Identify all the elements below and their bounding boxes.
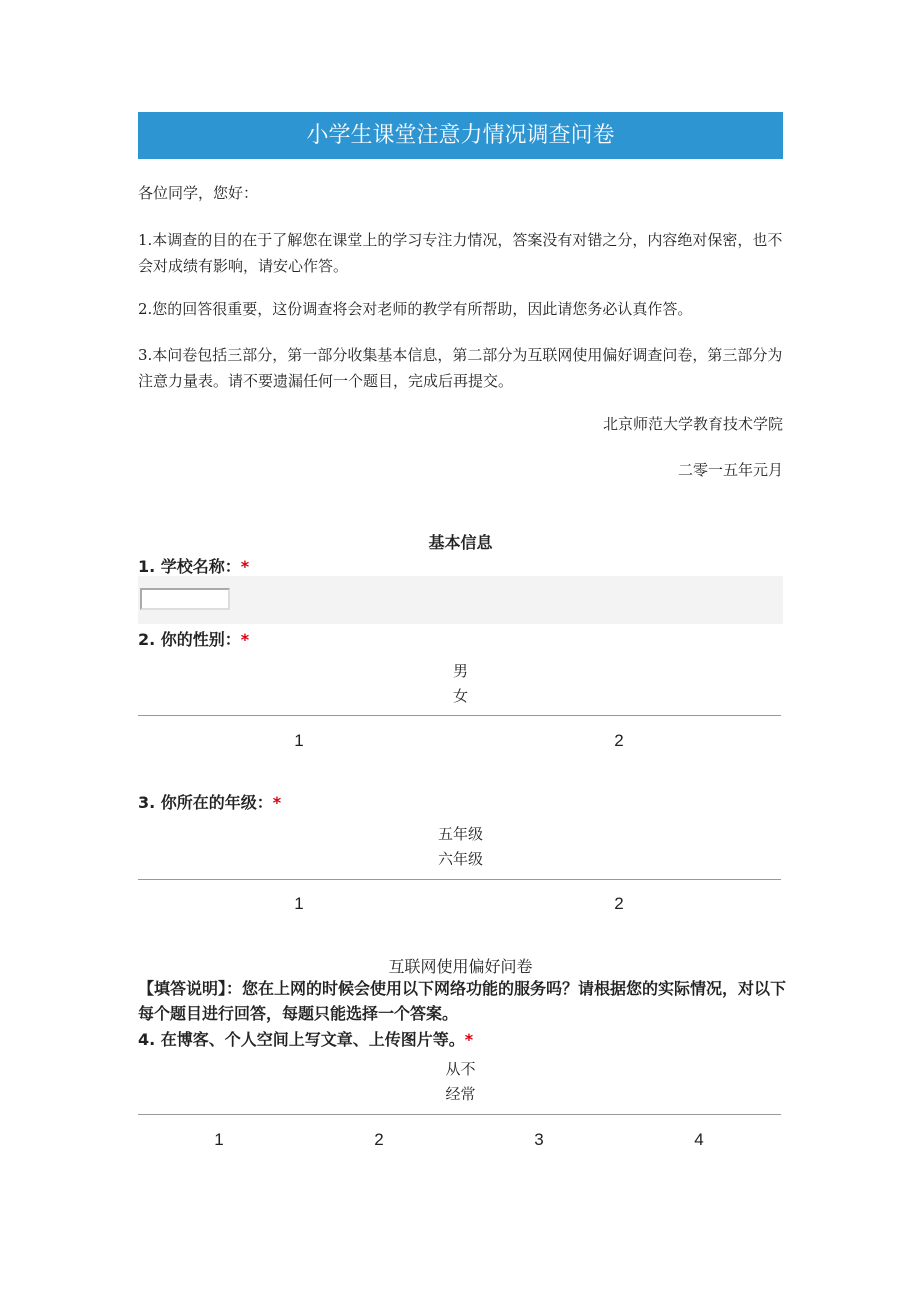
required-mark: * <box>464 1030 474 1049</box>
question-4-label: 4. 在博客、个人空间上写文章、上传图片等。 <box>138 1030 465 1049</box>
signature: 北京师范大学教育技术学院 <box>602 415 783 433</box>
option-never[interactable]: 从不 <box>445 1060 476 1078</box>
divider <box>138 879 781 880</box>
required-mark: * <box>240 630 250 649</box>
question-4 <box>138 1027 783 1050</box>
scale-option-1[interactable]: 1 <box>294 731 304 750</box>
question-1-label: 1. 学校名称： <box>138 557 241 576</box>
option-grade-6[interactable]: 六年级 <box>437 850 483 868</box>
question-3-label: 3. 你所在的年级： <box>138 793 273 812</box>
survey-title: 小学生课堂注意力情况调查问卷 <box>138 112 783 159</box>
scale-option-1[interactable]: 1 <box>294 894 304 913</box>
scale-option-1[interactable]: 1 <box>214 1130 224 1149</box>
option-male[interactable]: 男 <box>452 662 468 680</box>
required-mark: * <box>272 793 282 812</box>
intro-paragraph-1: 1.本调查的目的在于了解您在课堂上的学习专注力情况，答案没有对错之分，内容绝对保密，也不会对成绩有影响，请安心作答。 <box>138 231 783 275</box>
intro-paragraph-2: 2.您的回答很重要，这份调查将会对老师的教学有所帮助，因此请您务必认真作答。 <box>138 300 693 318</box>
instructions: 【填答说明】：您在上网的时候会使用以下网络功能的服务吗？请根据您的实际情况，对以下每个题目进行回答，每题只能选择一个答案。 <box>138 979 787 1023</box>
greeting: 各位同学，您好： <box>138 184 259 202</box>
question-3 <box>138 790 783 813</box>
school-name-input[interactable] <box>140 588 230 610</box>
required-mark: * <box>240 557 250 576</box>
divider <box>138 715 781 716</box>
option-grade-5[interactable]: 五年级 <box>437 825 483 843</box>
question-2-label: 2. 你的性别： <box>138 630 241 649</box>
intro-paragraph-3: 3.本问卷包括三部分，第一部分收集基本信息，第二部分为互联网使用偏好调查问卷，第三部分为注意力量表。请不要遗漏任何一个题目，完成后再提交。 <box>138 346 783 390</box>
date: 二零一五年元月 <box>677 461 783 479</box>
scale-option-2[interactable]: 2 <box>614 731 624 750</box>
section-internet-title: 互联网使用偏好问卷 <box>388 957 533 976</box>
option-often[interactable]: 经常 <box>445 1085 476 1103</box>
scale-option-2[interactable]: 2 <box>374 1130 384 1149</box>
scale-option-3[interactable]: 3 <box>534 1130 544 1149</box>
question-1-input-area <box>138 576 783 624</box>
question-1 <box>138 554 783 577</box>
section-basic-info-title: 基本信息 <box>428 533 493 552</box>
scale-option-2[interactable]: 2 <box>614 894 624 913</box>
question-2 <box>138 627 783 650</box>
option-female[interactable]: 女 <box>452 687 468 705</box>
scale-option-4[interactable]: 4 <box>694 1130 704 1149</box>
divider <box>138 1114 781 1115</box>
